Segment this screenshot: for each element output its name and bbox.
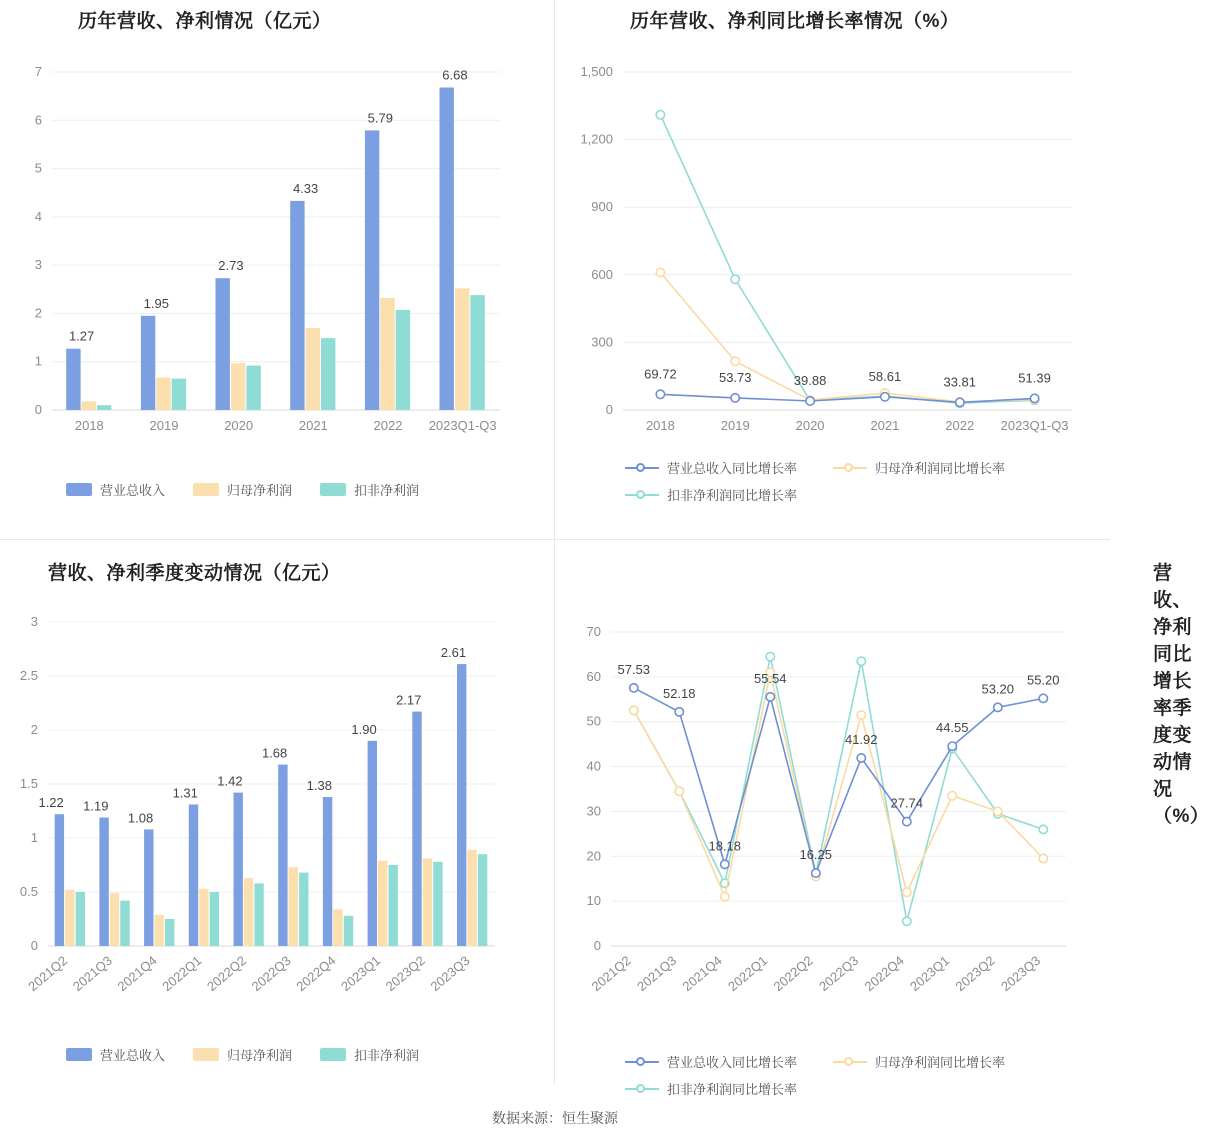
plot-quarter-amount (0, 602, 555, 1022)
bar (455, 288, 469, 410)
svg-text:2021Q4: 2021Q4 (679, 952, 725, 995)
svg-text:2022Q2: 2022Q2 (770, 952, 816, 995)
svg-text:52.18: 52.18 (662, 685, 696, 701)
data-point (903, 817, 911, 825)
legend-label-net-profit: 归母净利润 (227, 483, 293, 498)
svg-text:2021Q2: 2021Q2 (25, 952, 71, 995)
svg-text:1.19: 1.19 (83, 798, 109, 814)
svg-text:55.54: 55.54 (753, 670, 787, 686)
data-point (630, 684, 638, 692)
svg-text:1.95: 1.95 (143, 295, 169, 311)
data-point (656, 111, 664, 119)
svg-text:18.18: 18.18 (708, 838, 742, 854)
svg-text:4.33: 4.33 (292, 180, 319, 196)
svg-text:2.5: 2.5 (19, 668, 38, 683)
data-point (630, 706, 638, 714)
panel-quarter-amount (0, 540, 555, 1085)
svg-text:2023Q3: 2023Q3 (427, 952, 473, 995)
legend-swatch-revenue-growth (625, 462, 659, 474)
data-point (1039, 854, 1047, 862)
data-point (857, 711, 865, 719)
svg-text:70: 70 (586, 624, 601, 639)
svg-text:2: 2 (34, 305, 42, 321)
svg-text:33.81: 33.81 (943, 374, 977, 390)
bar (216, 278, 230, 410)
chart-annual-growth (555, 50, 1110, 450)
data-point (994, 807, 1002, 815)
svg-text:30: 30 (586, 803, 601, 819)
bar (478, 854, 487, 946)
bar (231, 363, 245, 410)
svg-text:2021Q3: 2021Q3 (69, 952, 115, 995)
svg-text:6.68: 6.68 (442, 67, 468, 83)
chart-title-annual-amount: 历年营收、净利情况（亿元） (78, 11, 332, 32)
legend-label-net-profit-growth-q: 归母净利润同比增长率 (875, 1055, 1006, 1070)
bar (290, 201, 304, 410)
svg-text:50: 50 (586, 713, 601, 729)
bar (65, 890, 74, 946)
data-point (675, 708, 683, 716)
legend-swatch-deducted-growth (625, 489, 659, 501)
svg-text:0: 0 (34, 402, 42, 417)
svg-text:53.73: 53.73 (718, 369, 752, 385)
bar (110, 893, 119, 946)
svg-text:4: 4 (34, 208, 42, 224)
svg-text:2022Q4: 2022Q4 (293, 952, 339, 995)
legend-item-net-profit-growth-q[interactable] (833, 1052, 1005, 1071)
svg-text:1.42: 1.42 (217, 773, 243, 789)
svg-text:900: 900 (591, 199, 613, 215)
svg-text:2: 2 (30, 722, 38, 737)
line-series (634, 685, 1044, 873)
legend-quarter-growth (625, 1052, 1125, 1106)
bar (156, 378, 170, 410)
svg-text:3: 3 (30, 614, 38, 629)
legend-item-revenue-growth[interactable] (625, 458, 797, 477)
bar (467, 850, 476, 946)
data-point (721, 893, 729, 901)
legend-item-deducted-profit[interactable] (320, 480, 419, 499)
bar (412, 712, 421, 946)
legend-swatch-deducted-growth-q (625, 1083, 659, 1095)
legend-swatch-revenue (66, 483, 92, 496)
svg-text:2020: 2020 (224, 418, 254, 433)
svg-text:2023Q2: 2023Q2 (382, 952, 428, 995)
legend-swatch-deducted-profit (320, 483, 346, 496)
data-point (1039, 825, 1047, 833)
svg-text:3: 3 (34, 257, 42, 273)
bar (389, 865, 398, 946)
svg-text:2023Q1-Q3: 2023Q1-Q3 (428, 418, 497, 433)
bar (246, 366, 260, 410)
legend-label-net-profit-q: 归母净利润 (227, 1048, 293, 1063)
chart-title-annual-growth: 历年营收、净利同比增长率情况（%） (630, 11, 960, 32)
svg-text:2018: 2018 (645, 418, 675, 433)
svg-text:2020: 2020 (795, 418, 825, 433)
bar (368, 741, 377, 946)
panel-annual-growth (555, 0, 1110, 540)
bar (210, 892, 219, 946)
bar (155, 915, 164, 946)
bar (299, 873, 308, 946)
source-note: 数据来源：恒生聚源 (492, 1110, 618, 1126)
bar (344, 916, 353, 946)
bar (470, 295, 484, 410)
svg-text:5: 5 (34, 160, 42, 176)
bar (321, 338, 335, 410)
svg-text:6: 6 (34, 112, 42, 128)
svg-text:39.88: 39.88 (793, 373, 827, 389)
svg-text:1.27: 1.27 (68, 328, 95, 344)
data-point (857, 754, 865, 762)
svg-text:2.17: 2.17 (396, 692, 422, 708)
bar (99, 818, 108, 947)
bar (199, 889, 208, 946)
svg-text:2.61: 2.61 (440, 645, 467, 661)
legend-label-deducted-growth-q: 扣非净利润同比增长率 (667, 1082, 798, 1097)
bar (189, 805, 198, 947)
svg-text:69.72: 69.72 (644, 366, 677, 382)
line-series (634, 672, 1044, 896)
svg-text:2021Q4: 2021Q4 (114, 952, 160, 995)
data-point (656, 268, 664, 276)
bar (457, 664, 466, 946)
chart-title-quarter-growth: 营收、净利同比增长率季度变动情况（%） (1153, 563, 1209, 827)
data-point (956, 398, 964, 406)
bar (378, 861, 387, 946)
legend-item-net-profit[interactable] (193, 480, 292, 499)
svg-text:16.25: 16.25 (799, 847, 833, 863)
legend-label-revenue-q: 营业总收入 (100, 1048, 166, 1063)
svg-text:2018: 2018 (74, 418, 104, 433)
bar (76, 892, 85, 946)
legend-swatch-net-profit (193, 483, 219, 496)
legend-annual-amount (66, 480, 536, 507)
legend-annual-growth (625, 458, 1125, 512)
line-series (660, 394, 1034, 402)
svg-text:2019: 2019 (720, 418, 750, 433)
data-point (766, 693, 774, 701)
chart-annual-amount (0, 50, 555, 450)
svg-text:2022Q3: 2022Q3 (248, 952, 294, 995)
bar (120, 901, 129, 946)
svg-text:1,500: 1,500 (580, 64, 613, 79)
panel-annual-amount (0, 0, 555, 540)
line-series (660, 273, 1034, 402)
bar (323, 797, 332, 946)
bar (278, 765, 287, 946)
bar (396, 310, 410, 410)
legend-quarter-amount (66, 1045, 536, 1072)
legend-label-revenue: 营业总收入 (100, 483, 166, 498)
svg-text:27.74: 27.74 (890, 795, 924, 811)
svg-text:1: 1 (30, 830, 38, 845)
bar (165, 919, 174, 946)
data-point (721, 860, 729, 868)
svg-text:2.73: 2.73 (218, 258, 244, 274)
svg-text:1.68: 1.68 (261, 745, 288, 761)
svg-text:53.20: 53.20 (981, 681, 1015, 697)
svg-text:2022Q2: 2022Q2 (203, 952, 250, 995)
legend-label-revenue-growth: 营业总收入同比增长率 (667, 461, 798, 476)
data-point (1039, 694, 1047, 702)
data-point (675, 787, 683, 795)
svg-text:2023Q1: 2023Q1 (338, 952, 384, 995)
legend-item-net-profit-growth[interactable] (833, 458, 1005, 477)
chart-title-quarter-amount: 营收、净利季度变动情况（亿元） (48, 563, 341, 584)
svg-text:0: 0 (593, 938, 601, 953)
svg-text:1,200: 1,200 (580, 131, 613, 147)
data-point (903, 917, 911, 925)
svg-text:58.61: 58.61 (868, 368, 902, 384)
legend-swatch-net-profit-growth-q (833, 1056, 867, 1068)
plot-annual-growth (555, 50, 1110, 450)
bar (141, 316, 155, 410)
svg-text:2023Q3: 2023Q3 (998, 952, 1044, 995)
bar (82, 401, 96, 410)
legend-item-revenue[interactable] (66, 480, 165, 499)
bar (433, 862, 442, 946)
bar (440, 88, 454, 411)
legend-item-deducted-growth-q[interactable] (625, 1079, 797, 1098)
bar (97, 405, 111, 410)
legend-label-revenue-growth-q: 营业总收入同比增长率 (667, 1055, 798, 1070)
data-point (857, 657, 865, 665)
chart-quarter-amount (0, 602, 555, 1022)
data-point (812, 869, 820, 877)
svg-text:5.79: 5.79 (367, 110, 393, 126)
svg-text:7: 7 (34, 64, 42, 79)
legend-label-net-profit-growth: 归母净利润同比增长率 (875, 461, 1006, 476)
svg-text:2023Q2: 2023Q2 (952, 952, 998, 995)
svg-text:2021: 2021 (870, 418, 900, 433)
bar (144, 829, 153, 946)
plot-annual-amount (0, 50, 555, 450)
svg-text:0: 0 (605, 402, 613, 417)
bar (254, 883, 263, 946)
legend-item-deducted-profit-q[interactable] (320, 1045, 419, 1064)
legend-label-deducted-growth: 扣非净利润同比增长率 (667, 488, 798, 503)
data-point (948, 792, 956, 800)
svg-text:55.20: 55.20 (1026, 672, 1060, 688)
svg-text:2022Q1: 2022Q1 (725, 952, 771, 995)
data-point (948, 742, 956, 750)
data-point (656, 390, 664, 398)
svg-text:41.92: 41.92 (844, 731, 878, 747)
svg-text:10: 10 (586, 893, 601, 909)
svg-text:2022: 2022 (945, 418, 975, 433)
bar (244, 878, 253, 946)
bar (55, 814, 64, 946)
data-point (731, 357, 739, 365)
svg-text:2019: 2019 (149, 418, 179, 433)
plot-quarter-growth (555, 602, 1110, 1022)
svg-text:1.38: 1.38 (306, 777, 332, 793)
svg-text:1.22: 1.22 (38, 795, 64, 811)
svg-text:0.5: 0.5 (19, 884, 38, 899)
svg-text:0: 0 (30, 938, 38, 953)
data-point (994, 703, 1002, 711)
svg-text:2021Q2: 2021Q2 (588, 952, 634, 995)
bar (306, 328, 320, 410)
svg-text:300: 300 (591, 334, 613, 350)
svg-text:60: 60 (586, 668, 601, 684)
svg-text:1.5: 1.5 (19, 776, 38, 791)
svg-text:2022Q4: 2022Q4 (861, 952, 907, 995)
svg-text:2022Q3: 2022Q3 (816, 952, 862, 995)
legend-item-deducted-growth[interactable] (625, 485, 797, 504)
legend-swatch-net-profit-growth (833, 462, 867, 474)
data-point (731, 275, 739, 283)
svg-text:20: 20 (586, 848, 601, 864)
svg-text:2023Q1-Q3: 2023Q1-Q3 (1000, 418, 1069, 433)
svg-text:1: 1 (34, 353, 42, 369)
bar (66, 349, 80, 410)
line-series (660, 115, 1034, 403)
legend-label-deducted-profit: 扣非净利润 (354, 483, 420, 498)
panel-quarter-growth (555, 540, 1209, 1097)
data-point (1030, 394, 1038, 402)
bar (234, 793, 243, 946)
svg-text:57.53: 57.53 (617, 661, 651, 677)
svg-text:2021Q3: 2021Q3 (634, 952, 680, 995)
svg-text:2022: 2022 (373, 418, 403, 433)
data-point (766, 653, 774, 661)
svg-text:51.39: 51.39 (1018, 370, 1051, 386)
data-point (903, 888, 911, 896)
legend-item-revenue-q[interactable] (66, 1045, 165, 1064)
data-point (731, 394, 739, 402)
bar (380, 298, 394, 410)
legend-swatch-revenue-growth-q (625, 1056, 659, 1068)
bar (423, 859, 432, 947)
svg-text:40: 40 (586, 758, 601, 774)
legend-swatch-deducted-profit-q (320, 1048, 346, 1061)
svg-text:600: 600 (591, 266, 613, 282)
data-point (881, 393, 889, 401)
bar (172, 379, 186, 410)
svg-text:2023Q1: 2023Q1 (907, 952, 953, 995)
legend-label-deducted-profit-q: 扣非净利润 (354, 1048, 420, 1063)
svg-text:2021: 2021 (298, 418, 328, 433)
svg-text:44.55: 44.55 (935, 720, 969, 736)
bar (365, 130, 379, 410)
bar (289, 867, 298, 946)
svg-text:1.31: 1.31 (172, 785, 198, 801)
legend-swatch-net-profit-q (193, 1048, 219, 1061)
svg-text:1.90: 1.90 (351, 721, 377, 737)
legend-swatch-revenue-q (66, 1048, 92, 1061)
chart-quarter-growth (555, 602, 1110, 1022)
svg-text:1.08: 1.08 (127, 810, 154, 826)
svg-text:2022Q1: 2022Q1 (159, 952, 205, 995)
legend-item-revenue-growth-q[interactable] (625, 1052, 797, 1071)
bar (333, 909, 342, 946)
legend-item-net-profit-q[interactable] (193, 1045, 292, 1064)
data-point (806, 397, 814, 405)
